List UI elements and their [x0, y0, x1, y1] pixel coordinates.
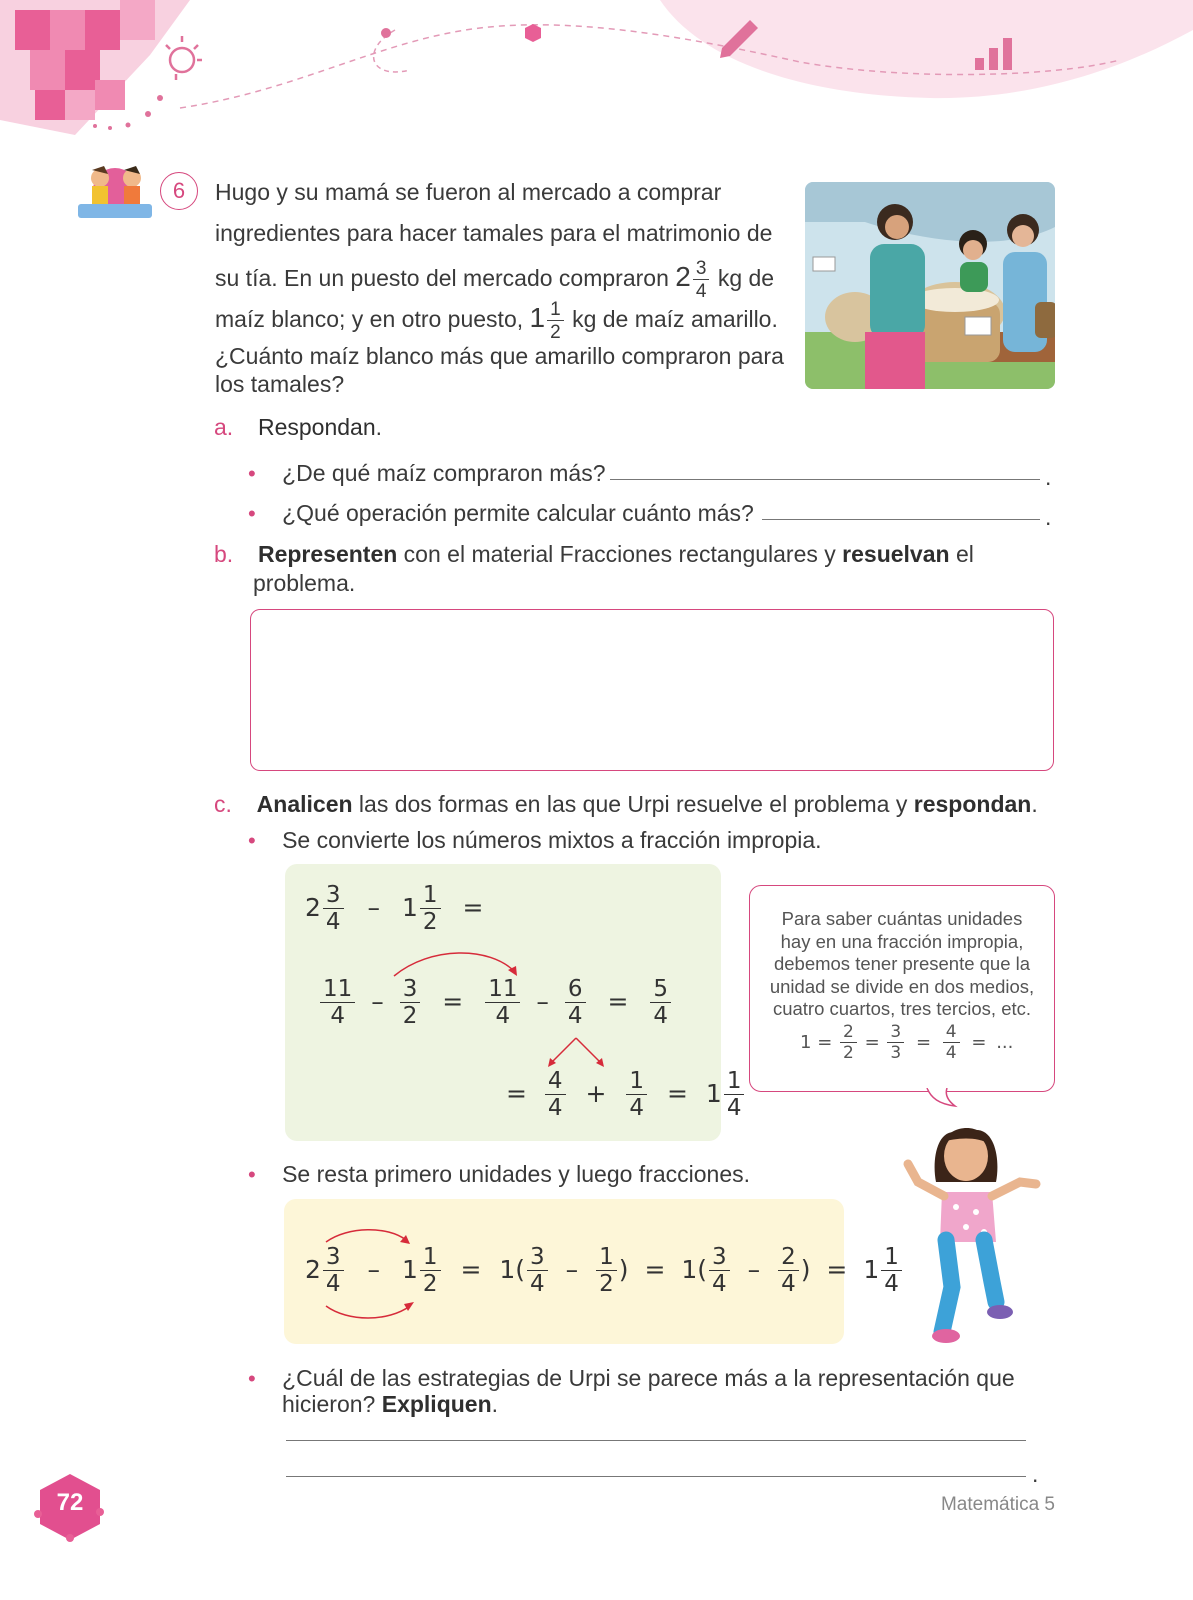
- problem-text: su tía. En un puesto del mercado compraron: [215, 265, 669, 292]
- method-1-row-3: = $\frac{4}{4}$ + $\frac{1}{4}$ = 1 $\frac{1}{4}$: [506, 1070, 746, 1120]
- answer-line[interactable]: [286, 1440, 1026, 1441]
- market-illustration: [805, 182, 1055, 389]
- book-title: Matemática 5: [940, 1494, 1055, 1515]
- mixed-whole: 1: [529, 302, 546, 334]
- method-2-row: 2 $\frac{3}{4}$ – 1 $\frac{1}{2}$ = 1( $\frac{3}{4}$ – $\frac{1}{2}$ ) = 1( $\frac{3}{4}$ – $\frac{2}{4}$ ) = 1 $\frac{1}{4}$: [305, 1246, 904, 1296]
- problem-line: los tamales?: [215, 371, 345, 397]
- part-c-bullet-1: [248, 825, 822, 856]
- problem-number-badge: 6: [160, 172, 198, 210]
- bullet: •: [248, 1162, 256, 1187]
- problem-text: kg de: [717, 265, 775, 292]
- end-dot: .: [1045, 464, 1052, 490]
- header-decoration: [0, 0, 1193, 170]
- text: el: [949, 541, 974, 567]
- speech-bubble-text: Para saber cuántas unidades hay en una fracción impropia, debemos tener presente que la unidad se divide en dos medios, cuatro cuartos, tres tercios, etc.: [769, 908, 1035, 1019]
- answer-box[interactable]: [250, 609, 1054, 771]
- cubes-decoration-icon: [0, 0, 190, 135]
- question-text: ¿De qué maíz compraron más?: [282, 460, 606, 486]
- problem-text: kg de maíz amarillo.: [572, 306, 778, 333]
- split-arrows: [540, 1034, 610, 1070]
- part-a-question-2: [248, 498, 754, 529]
- problem-line: [215, 259, 800, 300]
- bullet-text: Se convierte los números mixtos a fracción impropia.: [282, 827, 822, 853]
- bullet: •: [248, 1366, 256, 1391]
- urpi-girl-illustration: [896, 1112, 1056, 1347]
- answer-line[interactable]: [610, 479, 1040, 480]
- page-number: 72: [56, 1489, 84, 1516]
- problem-line: Hugo y su mamá se fueron al mercado a comprar: [215, 179, 722, 205]
- end-dot: .: [1032, 1461, 1039, 1487]
- mixed-whole: 2: [675, 261, 691, 293]
- speech-bubble-tail: [925, 1088, 965, 1112]
- part-letter: a.: [214, 414, 234, 440]
- part-a-question-1: [248, 458, 606, 489]
- bullet: •: [248, 828, 256, 853]
- kids-reading-icon: [74, 160, 156, 226]
- bullet-text: ¿Cuál de las estrategias de Urpi se parece más a la representación que: [282, 1365, 1015, 1391]
- method-1-row-2: $\frac{11}{4}$ – $\frac{3}{2}$ = $\frac{11}{4}$ – $\frac{6}{4}$ = $\frac{5}{4}$: [318, 978, 673, 1028]
- end-dot: .: [1045, 504, 1052, 530]
- period: .: [375, 414, 383, 440]
- lightbulb-icon: [166, 36, 202, 80]
- part-b-text-line2: problema.: [253, 570, 356, 596]
- problem-line: ¿Cuánto maíz blanco más que amarillo compraron para: [215, 343, 784, 369]
- part-c-bullet-2: [248, 1159, 750, 1190]
- problem-line: [215, 300, 800, 341]
- part-letter: c.: [214, 791, 232, 817]
- problem-text: maíz blanco; y en otro puesto,: [215, 306, 524, 333]
- bullet-text: Se resta primero unidades y luego fracciones.: [282, 1161, 751, 1187]
- answer-line[interactable]: [286, 1476, 1026, 1477]
- part-c-heading: [214, 789, 1064, 819]
- unit-equalities: 1 = $\frac{2}{2}$ = $\frac{3}{3}$ = $\frac{4}{4}$ = ...: [800, 1022, 1014, 1063]
- question-text: ¿Qué operación permite calcular cuánto más?: [282, 500, 754, 526]
- fraction: $\frac{3}{4}$: [323, 884, 344, 934]
- bullet: •: [248, 461, 256, 486]
- part-letter: b.: [214, 541, 234, 567]
- part-a-heading: [214, 412, 382, 442]
- cube-small-icon: [525, 24, 541, 42]
- fraction: $\frac{1}{2}$: [547, 300, 564, 342]
- method-1-row-1: 2 $\frac{3}{4}$ – 1 $\frac{1}{2}$ =: [305, 882, 484, 935]
- part-c-bullet-3-line-2: hicieron? Expliquen.: [282, 1391, 499, 1417]
- text: con el material Fracciones rectangulares y: [397, 541, 843, 567]
- bold-text: Analicen: [256, 791, 353, 817]
- problem-statement: [215, 177, 800, 399]
- part-title: Respondan: [257, 414, 376, 440]
- fraction: $\frac{3}{4}$: [693, 259, 710, 301]
- part-b-heading: [214, 539, 1014, 569]
- bullet: •: [248, 501, 256, 526]
- problem-line: ingredientes para hacer tamales para el matrimonio de: [215, 220, 773, 246]
- bold-text: resuelvan: [842, 541, 950, 567]
- answer-line[interactable]: [762, 519, 1040, 520]
- fraction: $\frac{1}{2}$: [420, 884, 441, 934]
- text: .: [1031, 791, 1038, 817]
- bold-text: Representen: [257, 541, 398, 567]
- text: las dos formas en las que Urpi resuelve el problema y: [352, 791, 914, 817]
- bold-text: respondan: [913, 791, 1032, 817]
